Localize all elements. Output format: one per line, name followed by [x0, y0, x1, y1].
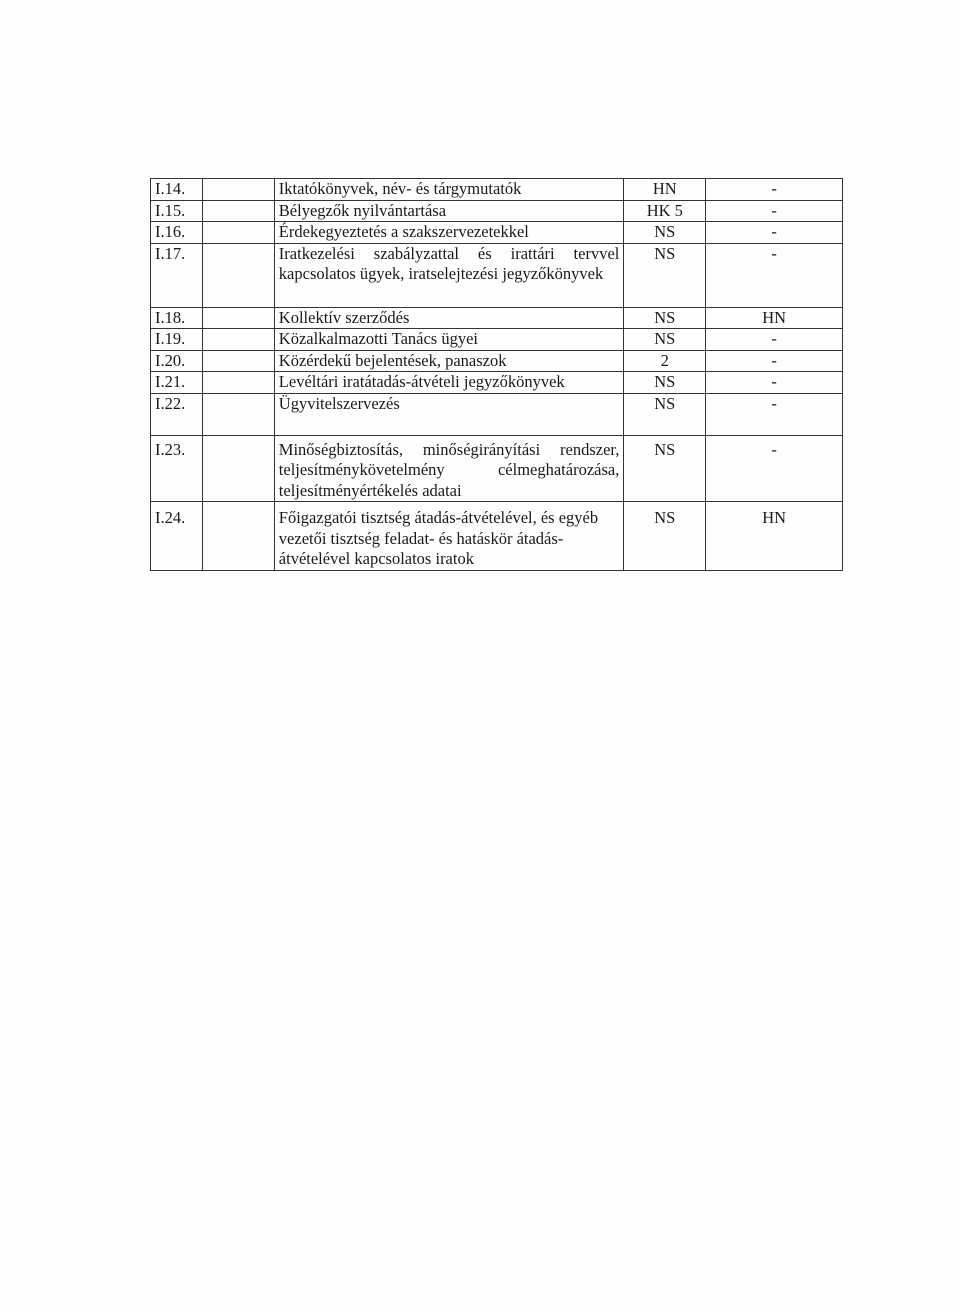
table-row	[151, 372, 843, 394]
row-col-b: -	[706, 372, 843, 394]
row-col-a: NS	[624, 502, 706, 571]
row-col-b: -	[706, 243, 843, 307]
table-row	[151, 502, 843, 571]
row-number: I.16.	[151, 222, 203, 244]
row-title: Levéltári iratátadás-átvételi jegyzőkönyvek	[274, 372, 624, 394]
row-title: Közalkalmazotti Tanács ügyei	[274, 329, 624, 351]
row-col-a: NS	[624, 372, 706, 394]
row-col-b: HN	[706, 502, 843, 571]
row-col-a: HN	[624, 179, 706, 201]
row-col-b: -	[706, 329, 843, 351]
row-col-b: -	[706, 179, 843, 201]
row-title: Bélyegzők nyilvántartása	[274, 200, 624, 222]
table-row	[151, 393, 843, 435]
row-title: Iratkezelési szabályzattal és irattári tervvel kapcsolatos ügyek, iratselejtezési jegyzőkönyvek	[274, 243, 624, 307]
table-row	[151, 307, 843, 329]
row-col-a: NS	[624, 393, 706, 435]
row-title: Kollektív szerződés	[274, 307, 624, 329]
row-title: Ügyvitelszervezés	[274, 393, 624, 435]
table-row	[151, 179, 843, 201]
row-col-b: -	[706, 200, 843, 222]
table-row	[151, 350, 843, 372]
row-title: Érdekegyeztetés a szakszervezetekkel	[274, 222, 624, 244]
row-number: I.17.	[151, 243, 203, 307]
row-number: I.19.	[151, 329, 203, 351]
row-title: Főigazgatói tisztség átadás-átvételével, és egyéb vezetői tisztség feladat- és hatáskör átadás-átvételével kapcsolatos iratok	[274, 502, 624, 571]
row-number: I.14.	[151, 179, 203, 201]
row-col-a: NS	[624, 222, 706, 244]
row-number: I.23.	[151, 435, 203, 502]
records-table	[150, 178, 843, 571]
table-row	[151, 329, 843, 351]
row-col-a: NS	[624, 307, 706, 329]
row-col-b: -	[706, 435, 843, 502]
row-number: I.18.	[151, 307, 203, 329]
row-number: I.24.	[151, 502, 203, 571]
table-row	[151, 222, 843, 244]
row-number: I.15.	[151, 200, 203, 222]
row-col-a: NS	[624, 435, 706, 502]
row-col-a: NS	[624, 329, 706, 351]
row-title: Közérdekű bejelentések, panaszok	[274, 350, 624, 372]
row-col-b: -	[706, 350, 843, 372]
row-col-a: NS	[624, 243, 706, 307]
row-number: I.21.	[151, 372, 203, 394]
row-title: Minőségbiztosítás, minőségirányítási rendszer, teljesítménykövetelmény célmeghatározása, teljesítményértékelés adatai	[274, 435, 624, 502]
row-col-b: HN	[706, 307, 843, 329]
row-number: I.22.	[151, 393, 203, 435]
row-col-a: HK 5	[624, 200, 706, 222]
row-number: I.20.	[151, 350, 203, 372]
table-row	[151, 435, 843, 502]
table-row	[151, 200, 843, 222]
row-title: Iktatókönyvek, név- és tárgymutatók	[274, 179, 624, 201]
table-row	[151, 243, 843, 307]
row-col-b: -	[706, 393, 843, 435]
row-col-a: 2	[624, 350, 706, 372]
row-col-b: -	[706, 222, 843, 244]
